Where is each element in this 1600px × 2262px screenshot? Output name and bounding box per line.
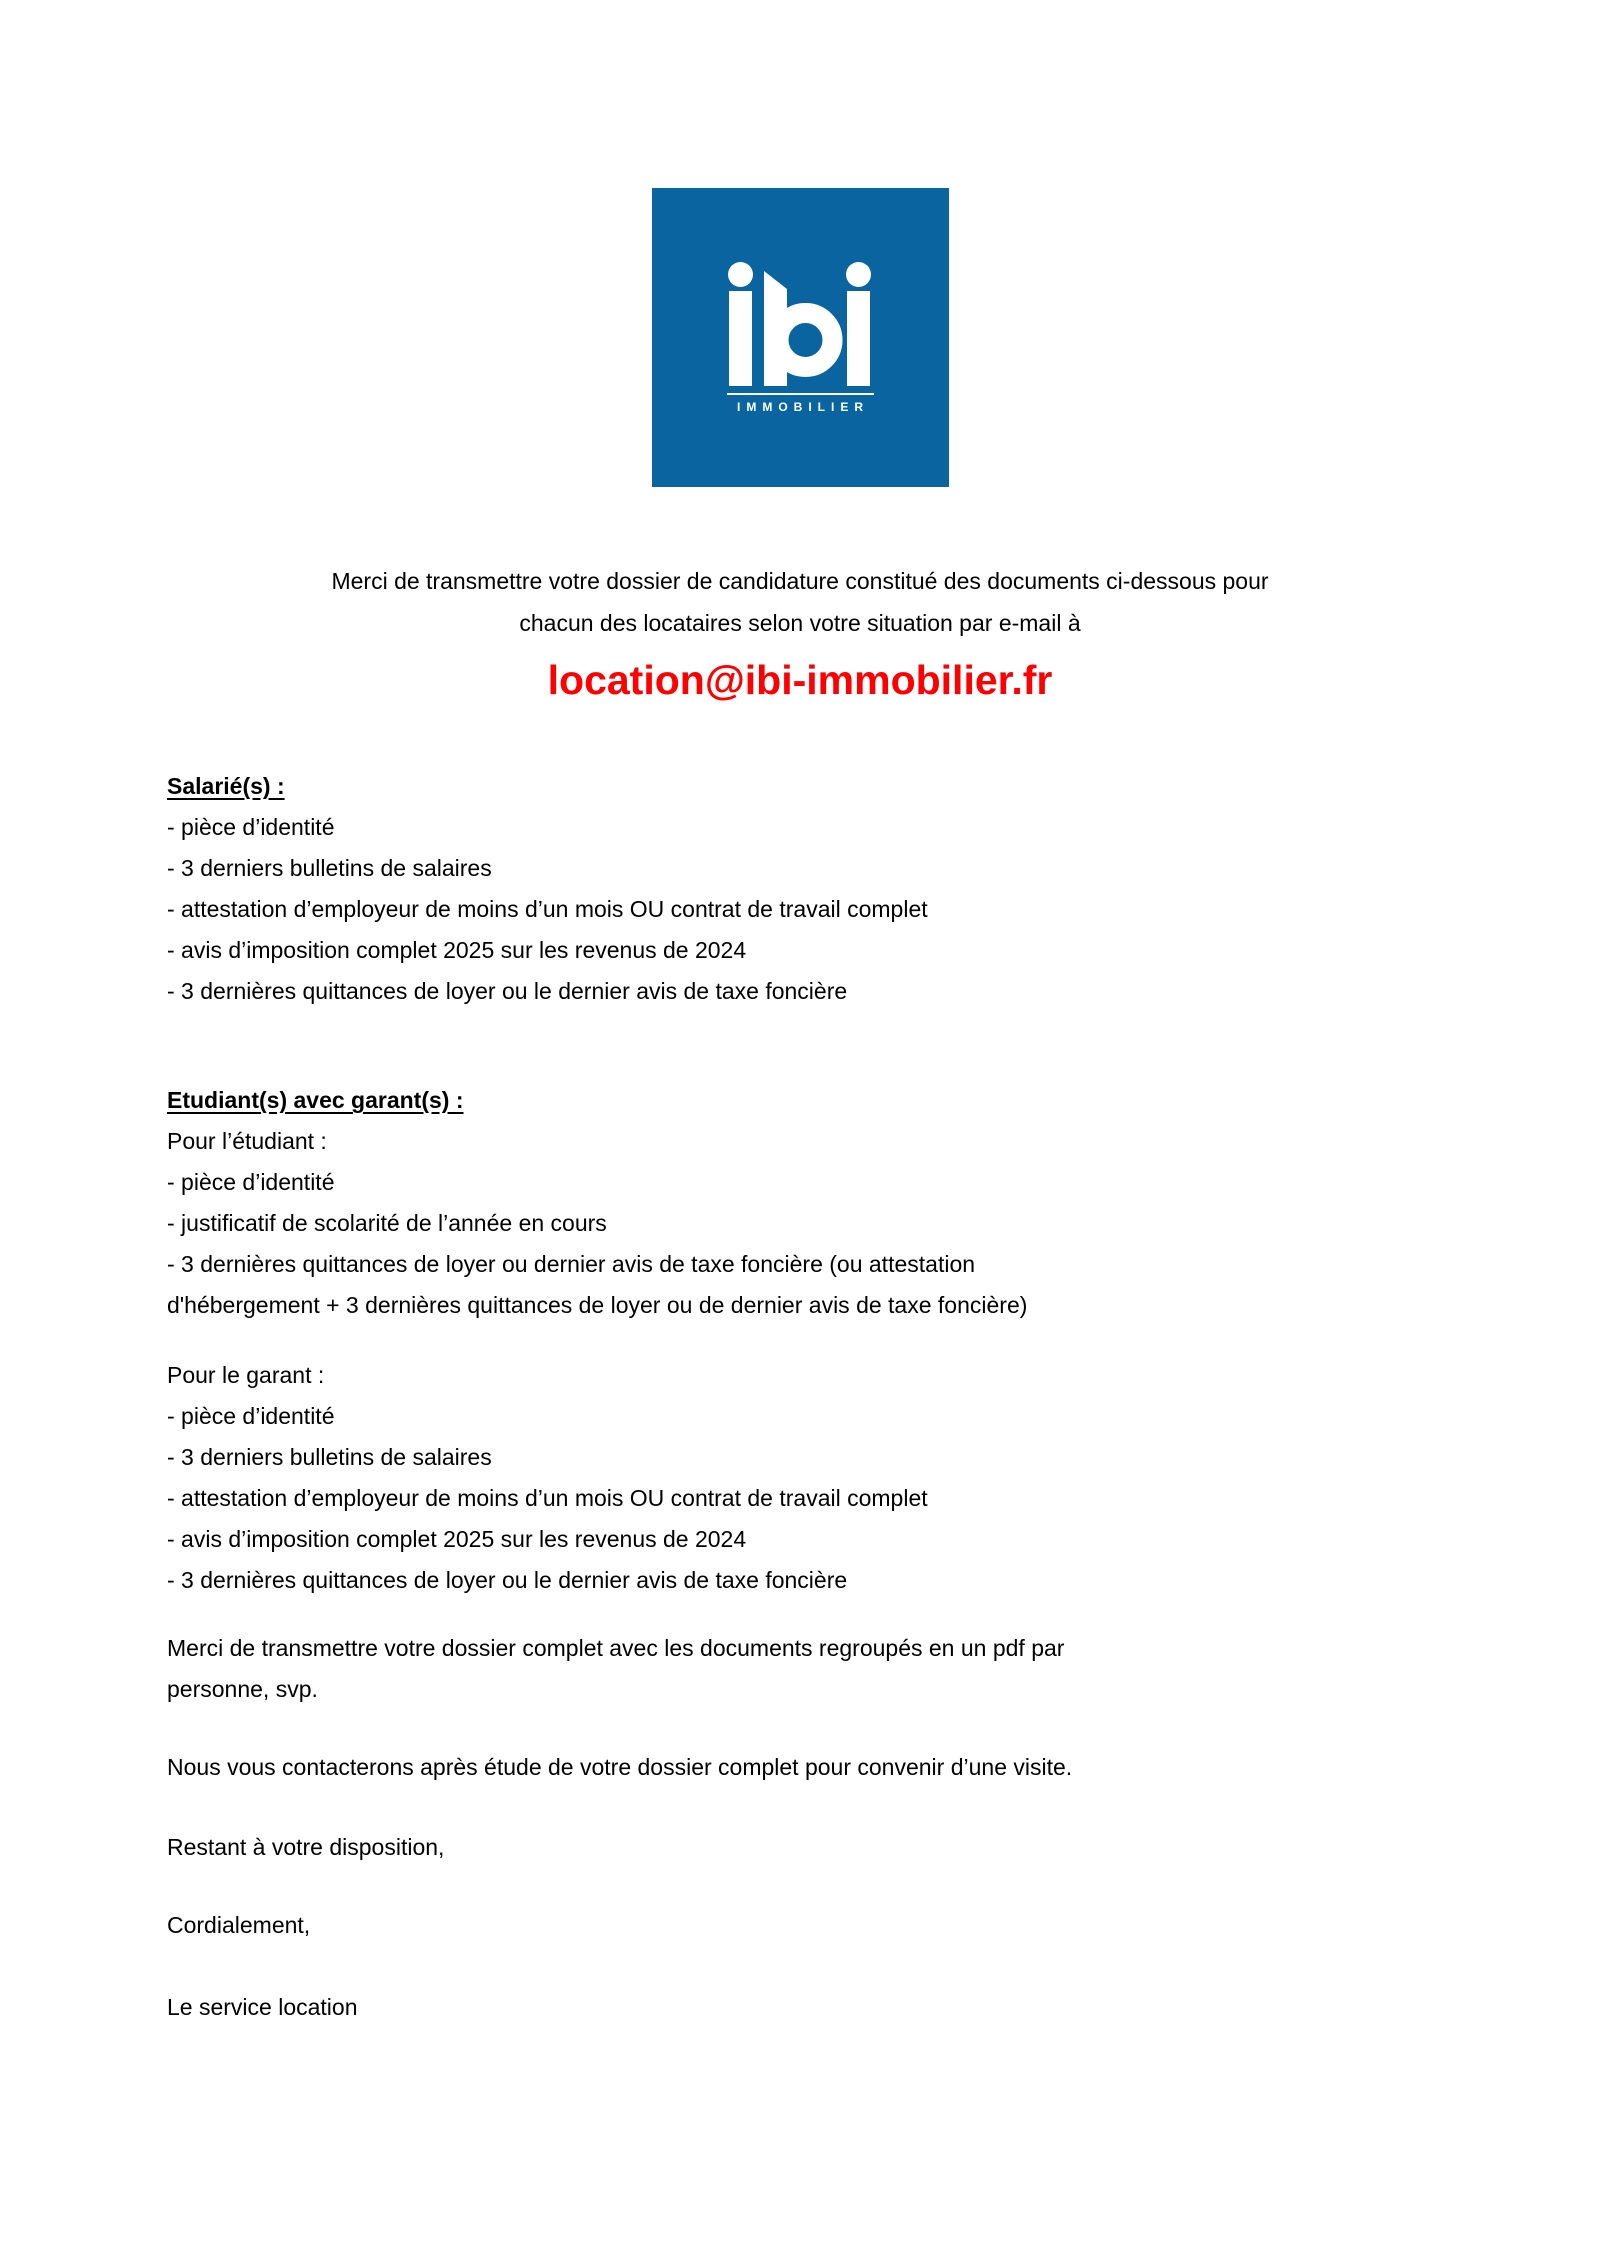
closing-signature: Le service location	[167, 1994, 358, 2020]
document-body	[0, 766, 1600, 2028]
section-etudiants	[167, 1080, 1450, 1326]
list-item: - 3 dernières quittances de loyer ou dernier avis de taxe foncière (ou attestation	[167, 1251, 976, 1277]
section-garant	[167, 1355, 1450, 1601]
logo-container	[0, 0, 1600, 487]
list-item: - pièce d’identité	[167, 814, 335, 840]
list-item: - attestation d’employeur de moins d’un mois OU contrat de travail complet	[167, 896, 928, 922]
intro-line-2: chacun des locataires selon votre situation par e-mail à	[519, 610, 1081, 636]
ibi-wordmark-icon	[727, 262, 873, 387]
section-salaries	[167, 766, 1450, 1012]
list-item: - 3 dernières quittances de loyer ou le dernier avis de taxe foncière	[167, 1567, 848, 1593]
salaries-heading: Salarié(s) :	[167, 773, 285, 799]
list-item: - attestation d’employeur de moins d’un mois OU contrat de travail complet	[167, 1485, 928, 1511]
closing-pdf-line-2: personne, svp.	[167, 1676, 318, 1702]
etudiants-subheading: Pour l’étudiant :	[167, 1128, 327, 1154]
logo-divider	[727, 393, 874, 395]
logo-subtitle: IMMOBILIER	[737, 400, 869, 414]
list-item: - 3 derniers bulletins de salaires	[167, 855, 492, 881]
company-logo	[652, 188, 949, 487]
closing-paragraph-disposition: Restant à votre disposition,	[167, 1834, 445, 1860]
intro-paragraph	[0, 560, 1600, 644]
closing-paragraph-contact: Nous vous contacterons après étude de votre dossier complet pour convenir d’une visite.	[167, 1754, 1073, 1780]
garant-subheading: Pour le garant :	[167, 1362, 325, 1388]
list-item: - 3 derniers bulletins de salaires	[167, 1444, 492, 1470]
intro-line-1: Merci de transmettre votre dossier de candidature constitué des documents ci-dessous pour	[331, 568, 1269, 594]
list-item: - justificatif de scolarité de l’année en cours	[167, 1210, 607, 1236]
list-item: d'hébergement + 3 dernières quittances de loyer ou de dernier avis de taxe foncière)	[167, 1292, 1028, 1318]
list-item: - avis d’imposition complet 2025 sur les revenus de 2024	[167, 937, 747, 963]
etudiants-heading: Etudiant(s) avec garant(s) :	[167, 1087, 464, 1113]
list-item: - pièce d’identité	[167, 1169, 335, 1195]
contact-email: location@ibi-immobilier.fr	[547, 657, 1053, 703]
list-item: - avis d’imposition complet 2025 sur les revenus de 2024	[167, 1526, 747, 1552]
list-item: - 3 dernières quittances de loyer ou le dernier avis de taxe foncière	[167, 978, 848, 1004]
closing-pdf-line-1: Merci de transmettre votre dossier complet avec les documents regroupés en un pdf par	[167, 1635, 1065, 1661]
closing-paragraph-pdf	[167, 1628, 1450, 1710]
list-item: - pièce d’identité	[167, 1403, 335, 1429]
closing-paragraph-cordialement: Cordialement,	[167, 1912, 311, 1938]
